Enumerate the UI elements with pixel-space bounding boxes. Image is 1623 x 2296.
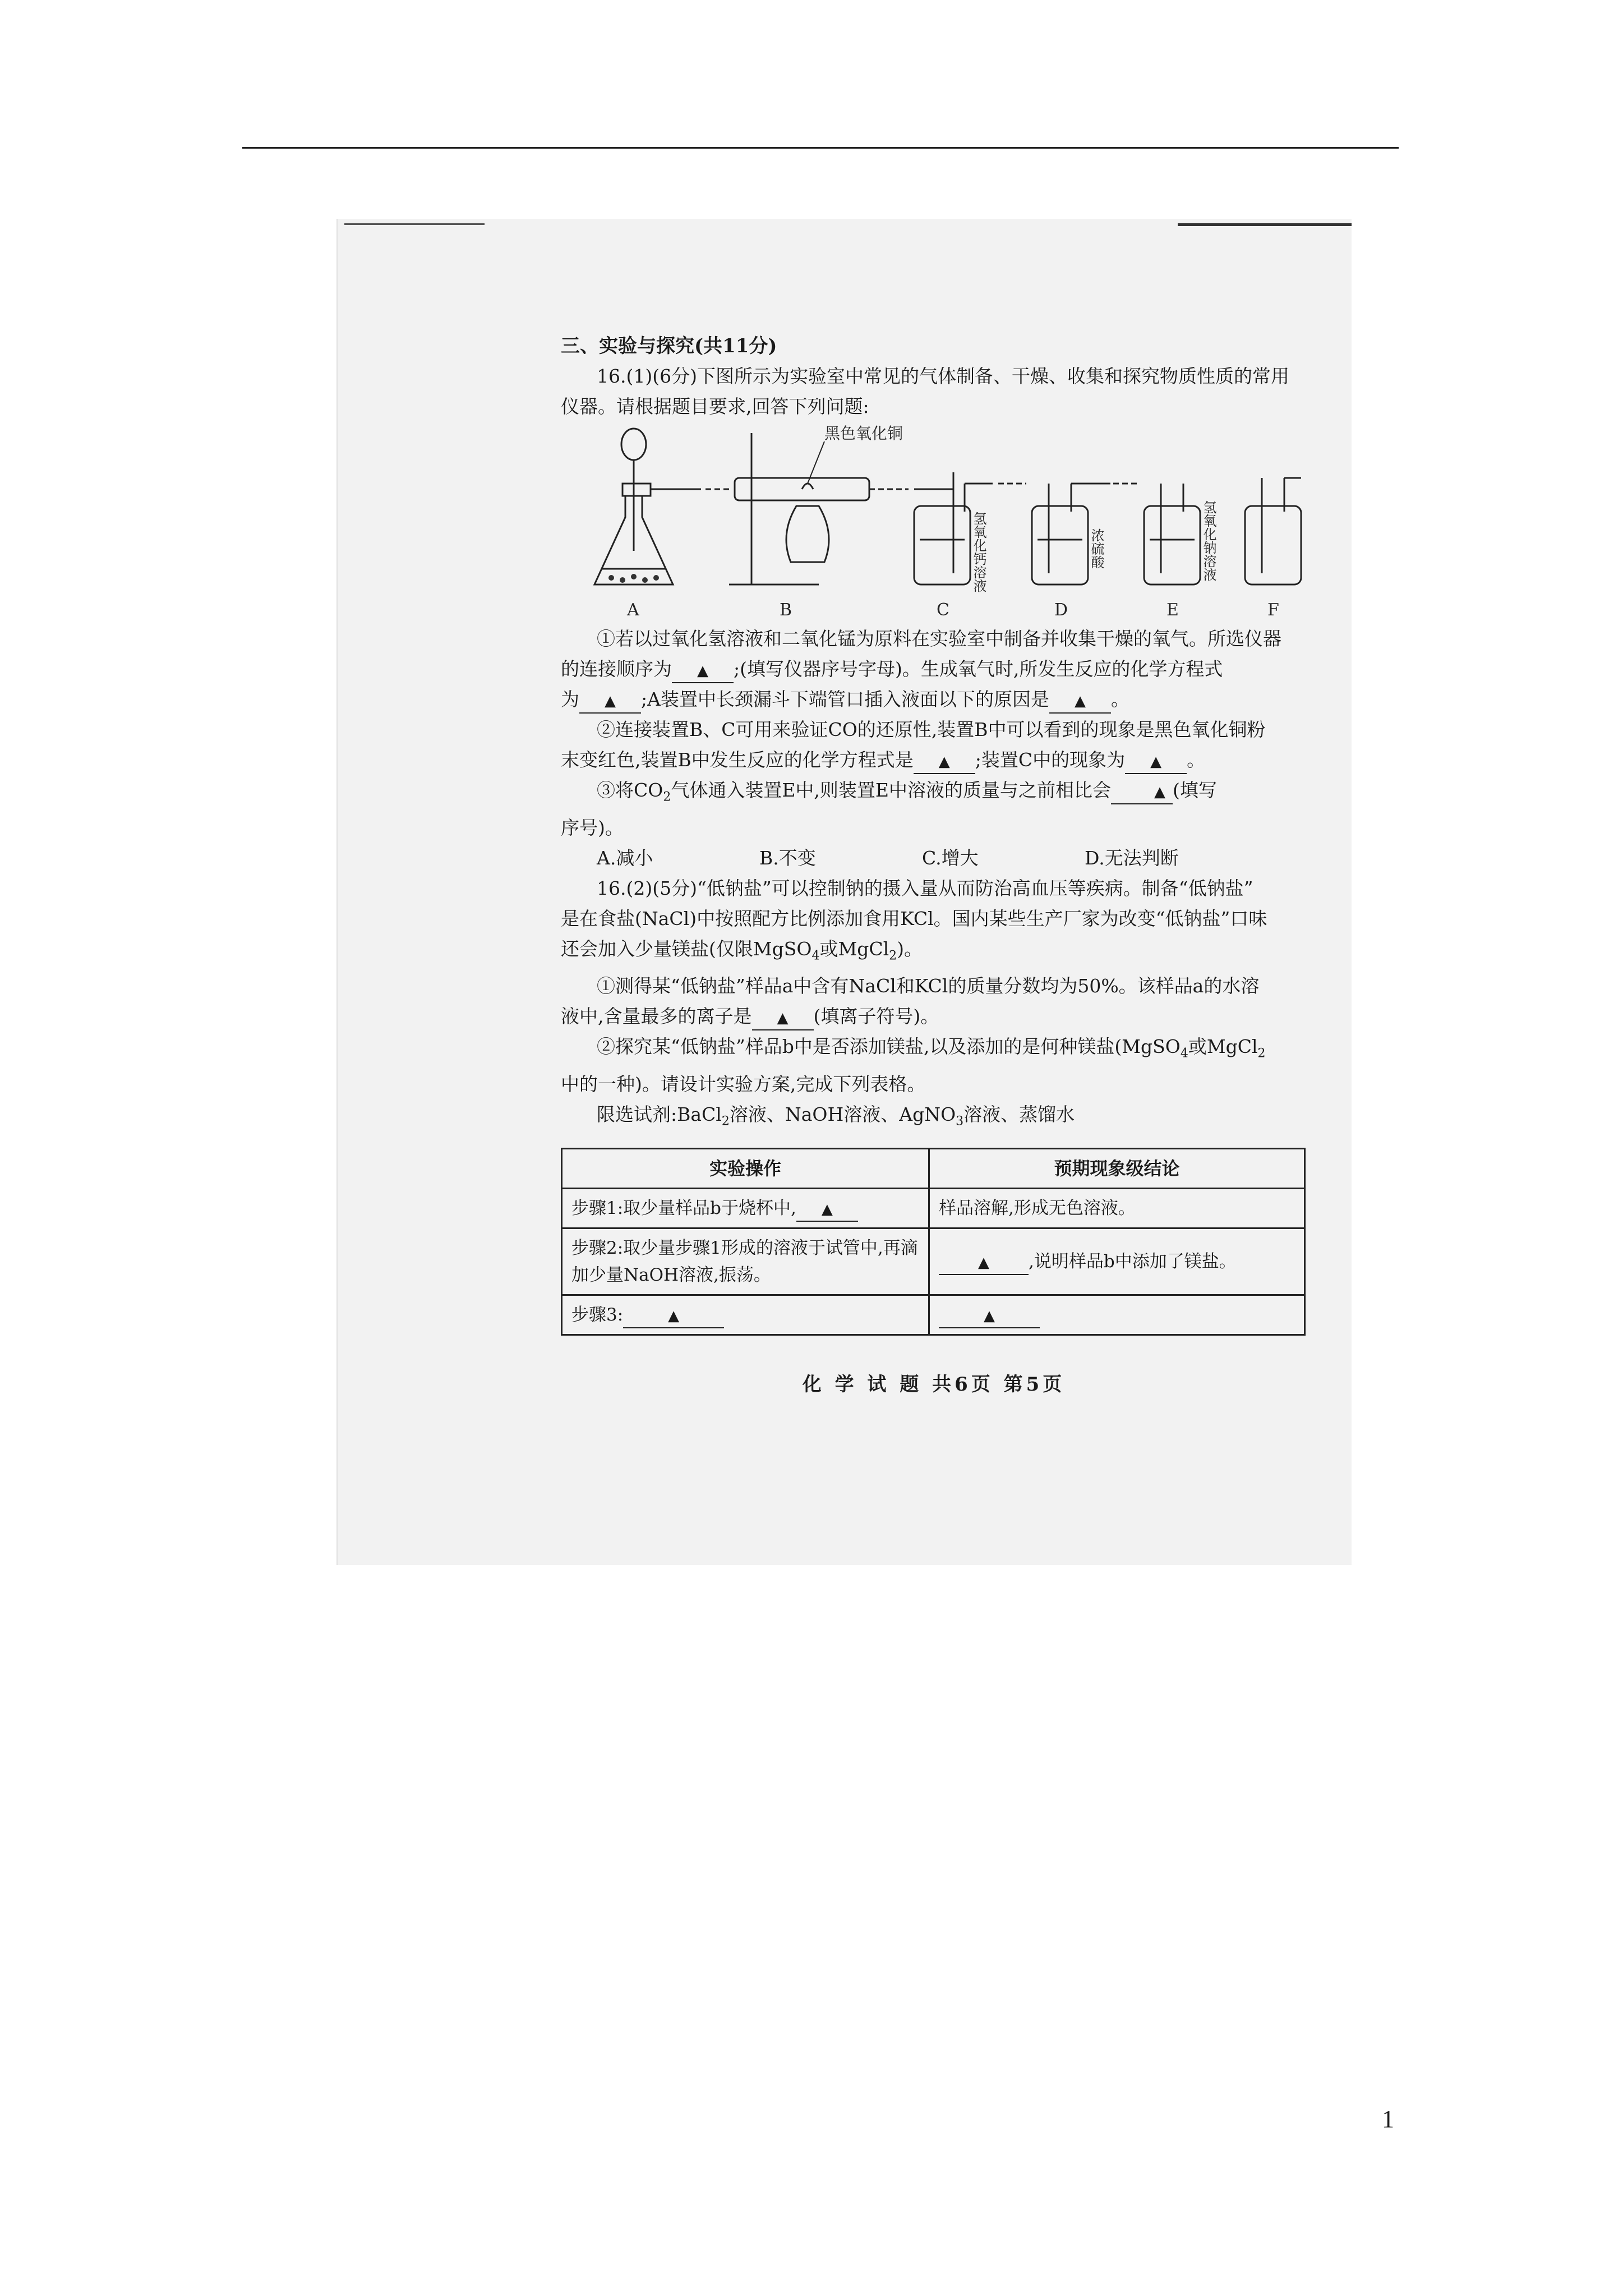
q1-s2-line1: ②连接装置B、C可用来验证CO的还原性,装置B中可以看到的现象是黑色氧化铜粉 xyxy=(597,719,1266,740)
q1-intro-line2: 仪器。请根据题目要求,回答下列问题: xyxy=(561,395,869,417)
table-row xyxy=(562,1228,1305,1295)
apparatus-e-bottle xyxy=(1113,484,1200,585)
exam-content xyxy=(561,331,1307,1400)
answer-blank[interactable]: ▲ xyxy=(752,1007,814,1030)
label-c: C xyxy=(937,600,949,620)
scanned-exam-page xyxy=(336,219,1352,1565)
label-c-solution: 氢氧化钙溶液 xyxy=(971,512,986,592)
answer-blank[interactable]: ▲ xyxy=(579,690,641,714)
label-e: E xyxy=(1166,600,1179,620)
reagents-line: 限选试剂:BaCl$_2$溶液、NaOH溶液、AgNO$_3$溶液、蒸馏水 xyxy=(597,1103,1075,1129)
option-d[interactable]: D.无法判断 xyxy=(1085,846,1179,869)
header-rule xyxy=(242,147,1399,149)
q2-s1-line2: 液中,含量最多的离子是 ▲ (填离子符号)。 xyxy=(561,1001,1307,1032)
q1-s2-line2: 末变红色,装置B中发生反应的化学方程式是 ▲ ;装置C中的现象为 ▲ 。 xyxy=(561,745,1307,775)
q1-s3-line2: 序号)。 xyxy=(561,816,624,839)
option-c[interactable]: C.增大 xyxy=(922,846,979,869)
q1-options xyxy=(561,843,1307,873)
apparatus-f-bottle xyxy=(1245,478,1301,585)
q1-s1-line2: 的连接顺序为 ▲ ;(填写仪器序号字母)。生成氧气时,所发生反应的化学方程式 xyxy=(561,654,1307,684)
label-b: B xyxy=(780,600,792,620)
q1-s1-line1: ①若以过氧化氢溶液和二氧化锰为原料在实验室中制备并收集干燥的氧气。所选仪器 xyxy=(597,628,1281,650)
answer-blank[interactable]: ▲ xyxy=(1111,781,1173,804)
answer-blank[interactable]: ▲ xyxy=(672,660,734,683)
q2-intro-line2: 是在食盐(NaCl)中按照配方比例添加食用KCl。国内某些生产厂家为改变“低钠盐”口味 xyxy=(561,907,1267,930)
answer-blank[interactable]: ▲ xyxy=(914,751,975,774)
answer-blank[interactable]: ▲ xyxy=(623,1305,724,1328)
q2-s2-line1: ②探究某“低钠盐”样品b中是否添加镁盐,以及添加的是何种镁盐(MgSO$_4$或MgCl$_2$ xyxy=(597,1036,1266,1061)
table-cell xyxy=(929,1295,1305,1335)
table-cell: 步骤1:取少量样品b于烧杯中, ▲ xyxy=(562,1189,929,1228)
answer-blank[interactable]: ▲ xyxy=(796,1198,858,1222)
label-d: D xyxy=(1054,600,1068,620)
page-number: 1 xyxy=(1382,2105,1394,2133)
table-row xyxy=(562,1295,1305,1335)
table-cell: 样品溶解,形成无色溶液。 xyxy=(929,1189,1305,1228)
answer-blank[interactable]: ▲ xyxy=(939,1305,1040,1328)
table-header-row xyxy=(562,1149,1305,1189)
page-footer: 化 学 试 题 共6页 第5页 xyxy=(802,1373,1066,1396)
label-f: F xyxy=(1267,600,1279,620)
apparatus-b-tube xyxy=(706,433,909,585)
answer-blank[interactable]: ▲ xyxy=(1125,751,1187,774)
flask-solid-dots xyxy=(608,574,659,583)
table-cell: 步骤2:取少量步骤1形成的溶液于试管中,再滴加少量NaOH溶液,振荡。 xyxy=(562,1228,929,1295)
experiment-table xyxy=(561,1148,1306,1336)
apparatus-diagram xyxy=(561,422,1307,624)
apparatus-a-flask xyxy=(594,429,701,585)
section-title: 三、实验与探究(共11分) xyxy=(561,335,777,357)
answer-blank[interactable]: ▲ xyxy=(1049,690,1111,714)
q2-s1-line1: ①测得某“低钠盐”样品a中含有NaCl和KCl的质量分数均为50%。该样品a的水溶 xyxy=(597,975,1260,997)
table-cell: ▲ ,说明样品b中添加了镁盐。 xyxy=(929,1228,1305,1295)
label-black-cuo: 黑色氧化铜 xyxy=(824,424,903,443)
q1-s1-line3: 为 ▲ ;A装置中长颈漏斗下端管口插入液面以下的原因是 ▲ 。 xyxy=(561,684,1307,715)
label-e-naoh: 氢氧化钠溶液 xyxy=(1201,500,1216,581)
answer-blank[interactable]: ▲ xyxy=(939,1251,1029,1275)
label-d-sulfuric-acid: 浓硫酸 xyxy=(1089,528,1104,569)
table-cell: 步骤3: ▲ xyxy=(562,1295,929,1335)
option-a[interactable]: A.减小 xyxy=(597,846,653,869)
table-row xyxy=(562,1189,1305,1228)
q1-intro-line1: 16.(1)(6分)下图所示为实验室中常见的气体制备、干燥、收集和探究物质性质的常用 xyxy=(597,365,1289,387)
scan-edge xyxy=(336,219,338,1565)
q2-s2-line2: 中的一种)。请设计实验方案,完成下列表格。 xyxy=(561,1073,926,1095)
table-header: 预期现象级结论 xyxy=(929,1149,1305,1189)
label-a: A xyxy=(627,600,639,620)
scan-corner-mark-right xyxy=(1178,223,1352,226)
scan-corner-mark-left xyxy=(344,223,485,225)
q2-intro-line1: 16.(2)(5分)“低钠盐”可以控制钠的摄入量从而防治高血压等疾病。制备“低钠盐” xyxy=(597,877,1253,899)
q2-intro-line3: 还会加入少量镁盐(仅限MgSO$_4$或MgCl$_2$)。 xyxy=(561,937,923,963)
table-header: 实验操作 xyxy=(562,1149,929,1189)
option-b[interactable]: B.不变 xyxy=(759,846,816,869)
q1-s3-line1: ③将$CO_2$气体通入装置E中,则装置E中溶液的质量与之前相比会 ▲ (填写 xyxy=(597,779,1217,804)
